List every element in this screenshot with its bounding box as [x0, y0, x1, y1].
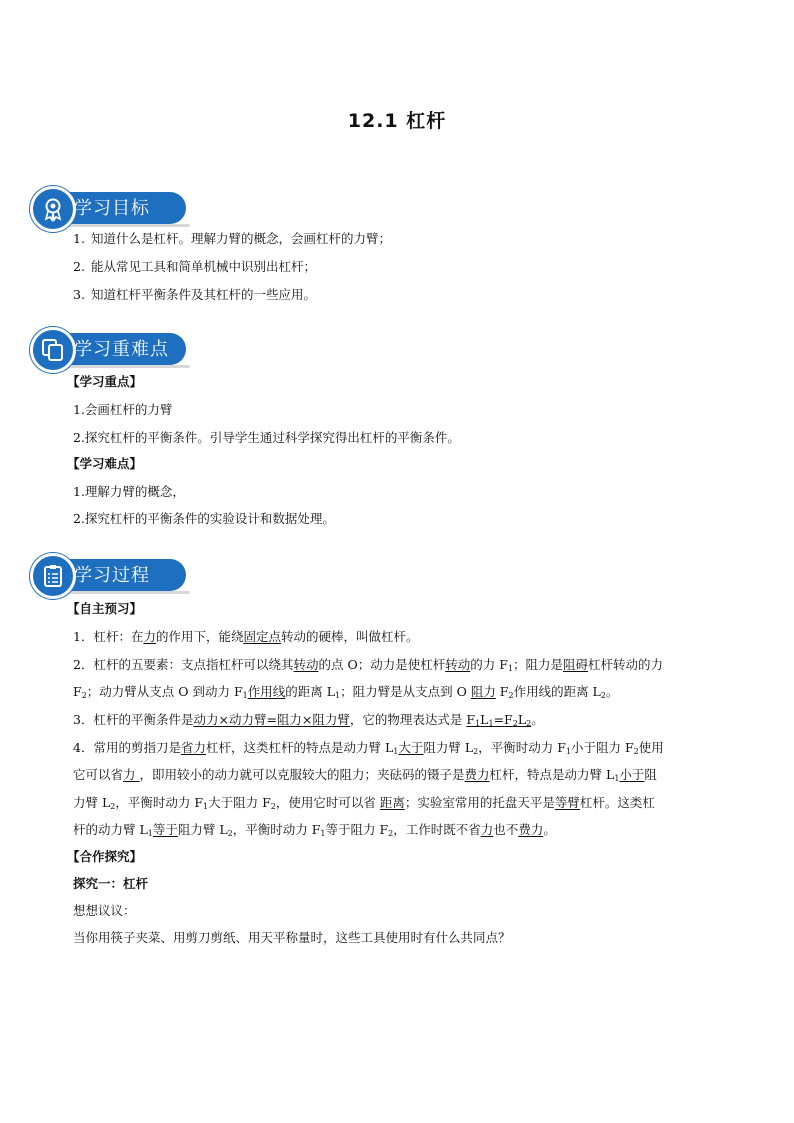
- preview-item-3: 3．杠杆的平衡条件是动力×动力臂=阻力×阻力臂，它的物理表达式是 $F_1L_1=F_2L_2$。: [73, 712, 544, 728]
- preview-item-1: 1．杠杆：在力的作用下，能绕固定点转动的硬棒，叫做杠杆。: [73, 629, 419, 644]
- difficulty-item: 2.探究杠杆的平衡条件的实验设计和数据处理。: [73, 511, 335, 526]
- preview-item-4-line3: 力臂 $L_2$，平衡时动力 $F_1$大于阻力 $F_2$，使用它时可以省 距离；实验室常用的托盘天平是等臂杠杆。这类杠: [73, 795, 655, 811]
- discuss-label: 想想议议：: [73, 903, 136, 918]
- focus-item: 2.探究杠杆的平衡条件。引导学生通过科学探究得出杠杆的平衡条件。: [73, 430, 460, 445]
- focus-item: 1.会画杠杆的力臂: [73, 402, 173, 417]
- section-heading-key-points: 学习重难点: [74, 339, 169, 360]
- focus-label: 【学习重点】: [67, 374, 143, 389]
- section-banner-process: [30, 553, 188, 595]
- explore-title: 探究一：杠杆: [73, 876, 149, 891]
- objective-item: 3. 知道杠杆平衡条件及其杠杆的一些应用。: [73, 287, 316, 302]
- section-heading-process: 学习过程: [74, 565, 150, 586]
- preview-item-4-line4: 杆的动力臂 $L_1$等于阻力臂 $L_2$，平衡时动力 $F_1$等于阻力 $F_2$，工作时既不省力也不费力。: [73, 822, 556, 838]
- difficulty-label: 【学习难点】: [67, 456, 143, 471]
- preview-item-2-line2: $F_2$；动力臂从支点 O 到动力 $F_1$作用线的距离 $L_1$；阻力臂是从支点到 O 阻力 $F_2$作用线的距离 $L_2$。: [73, 684, 619, 700]
- difficulty-item: 1.理解力臂的概念，: [73, 484, 185, 499]
- discussion-question: 当你用筷子夹菜、用剪刀剪纸、用天平称量时，这些工具使用时有什么共同点？: [73, 930, 511, 945]
- award-ribbon-icon: [30, 186, 76, 232]
- cooperation-label: 【合作探究】: [67, 849, 143, 864]
- objective-item: 2. 能从常见工具和简单机械中识别出杠杆；: [73, 259, 316, 274]
- section-heading-objectives: 学习目标: [74, 198, 150, 219]
- stacked-pages-icon: [30, 327, 76, 373]
- preview-item-4-line2: 它可以省力 ，即用较小的动力就可以克服较大的阻力；夹砝码的镊子是费力杠杆，特点是动力臂 $L_1$小于阻: [73, 767, 657, 783]
- page-title: 12.1 杠杆: [347, 110, 447, 132]
- clipboard-list-icon: [30, 553, 76, 599]
- section-banner-key-points: [30, 327, 188, 369]
- preview-item-4-line1: 4．常用的剪指刀是省力杠杆，这类杠杆的特点是动力臂 $L_1$大于阻力臂 $L_2$，平衡时动力 $F_1$小于阻力 $F_2$使用: [73, 740, 664, 756]
- preview-item-2-line1: 2．杠杆的五要素：支点指杠杆可以绕其转动的点 O；动力是使杠杆转动的力 $F_1$；阻力是阻碍杠杆转动的力: [73, 657, 664, 673]
- section-banner-objectives: [30, 186, 188, 228]
- objective-item: 1. 知道什么是杠杆。理解力臂的概念，会画杠杆的力臂；: [73, 231, 391, 246]
- preview-label: 【自主预习】: [67, 601, 143, 616]
